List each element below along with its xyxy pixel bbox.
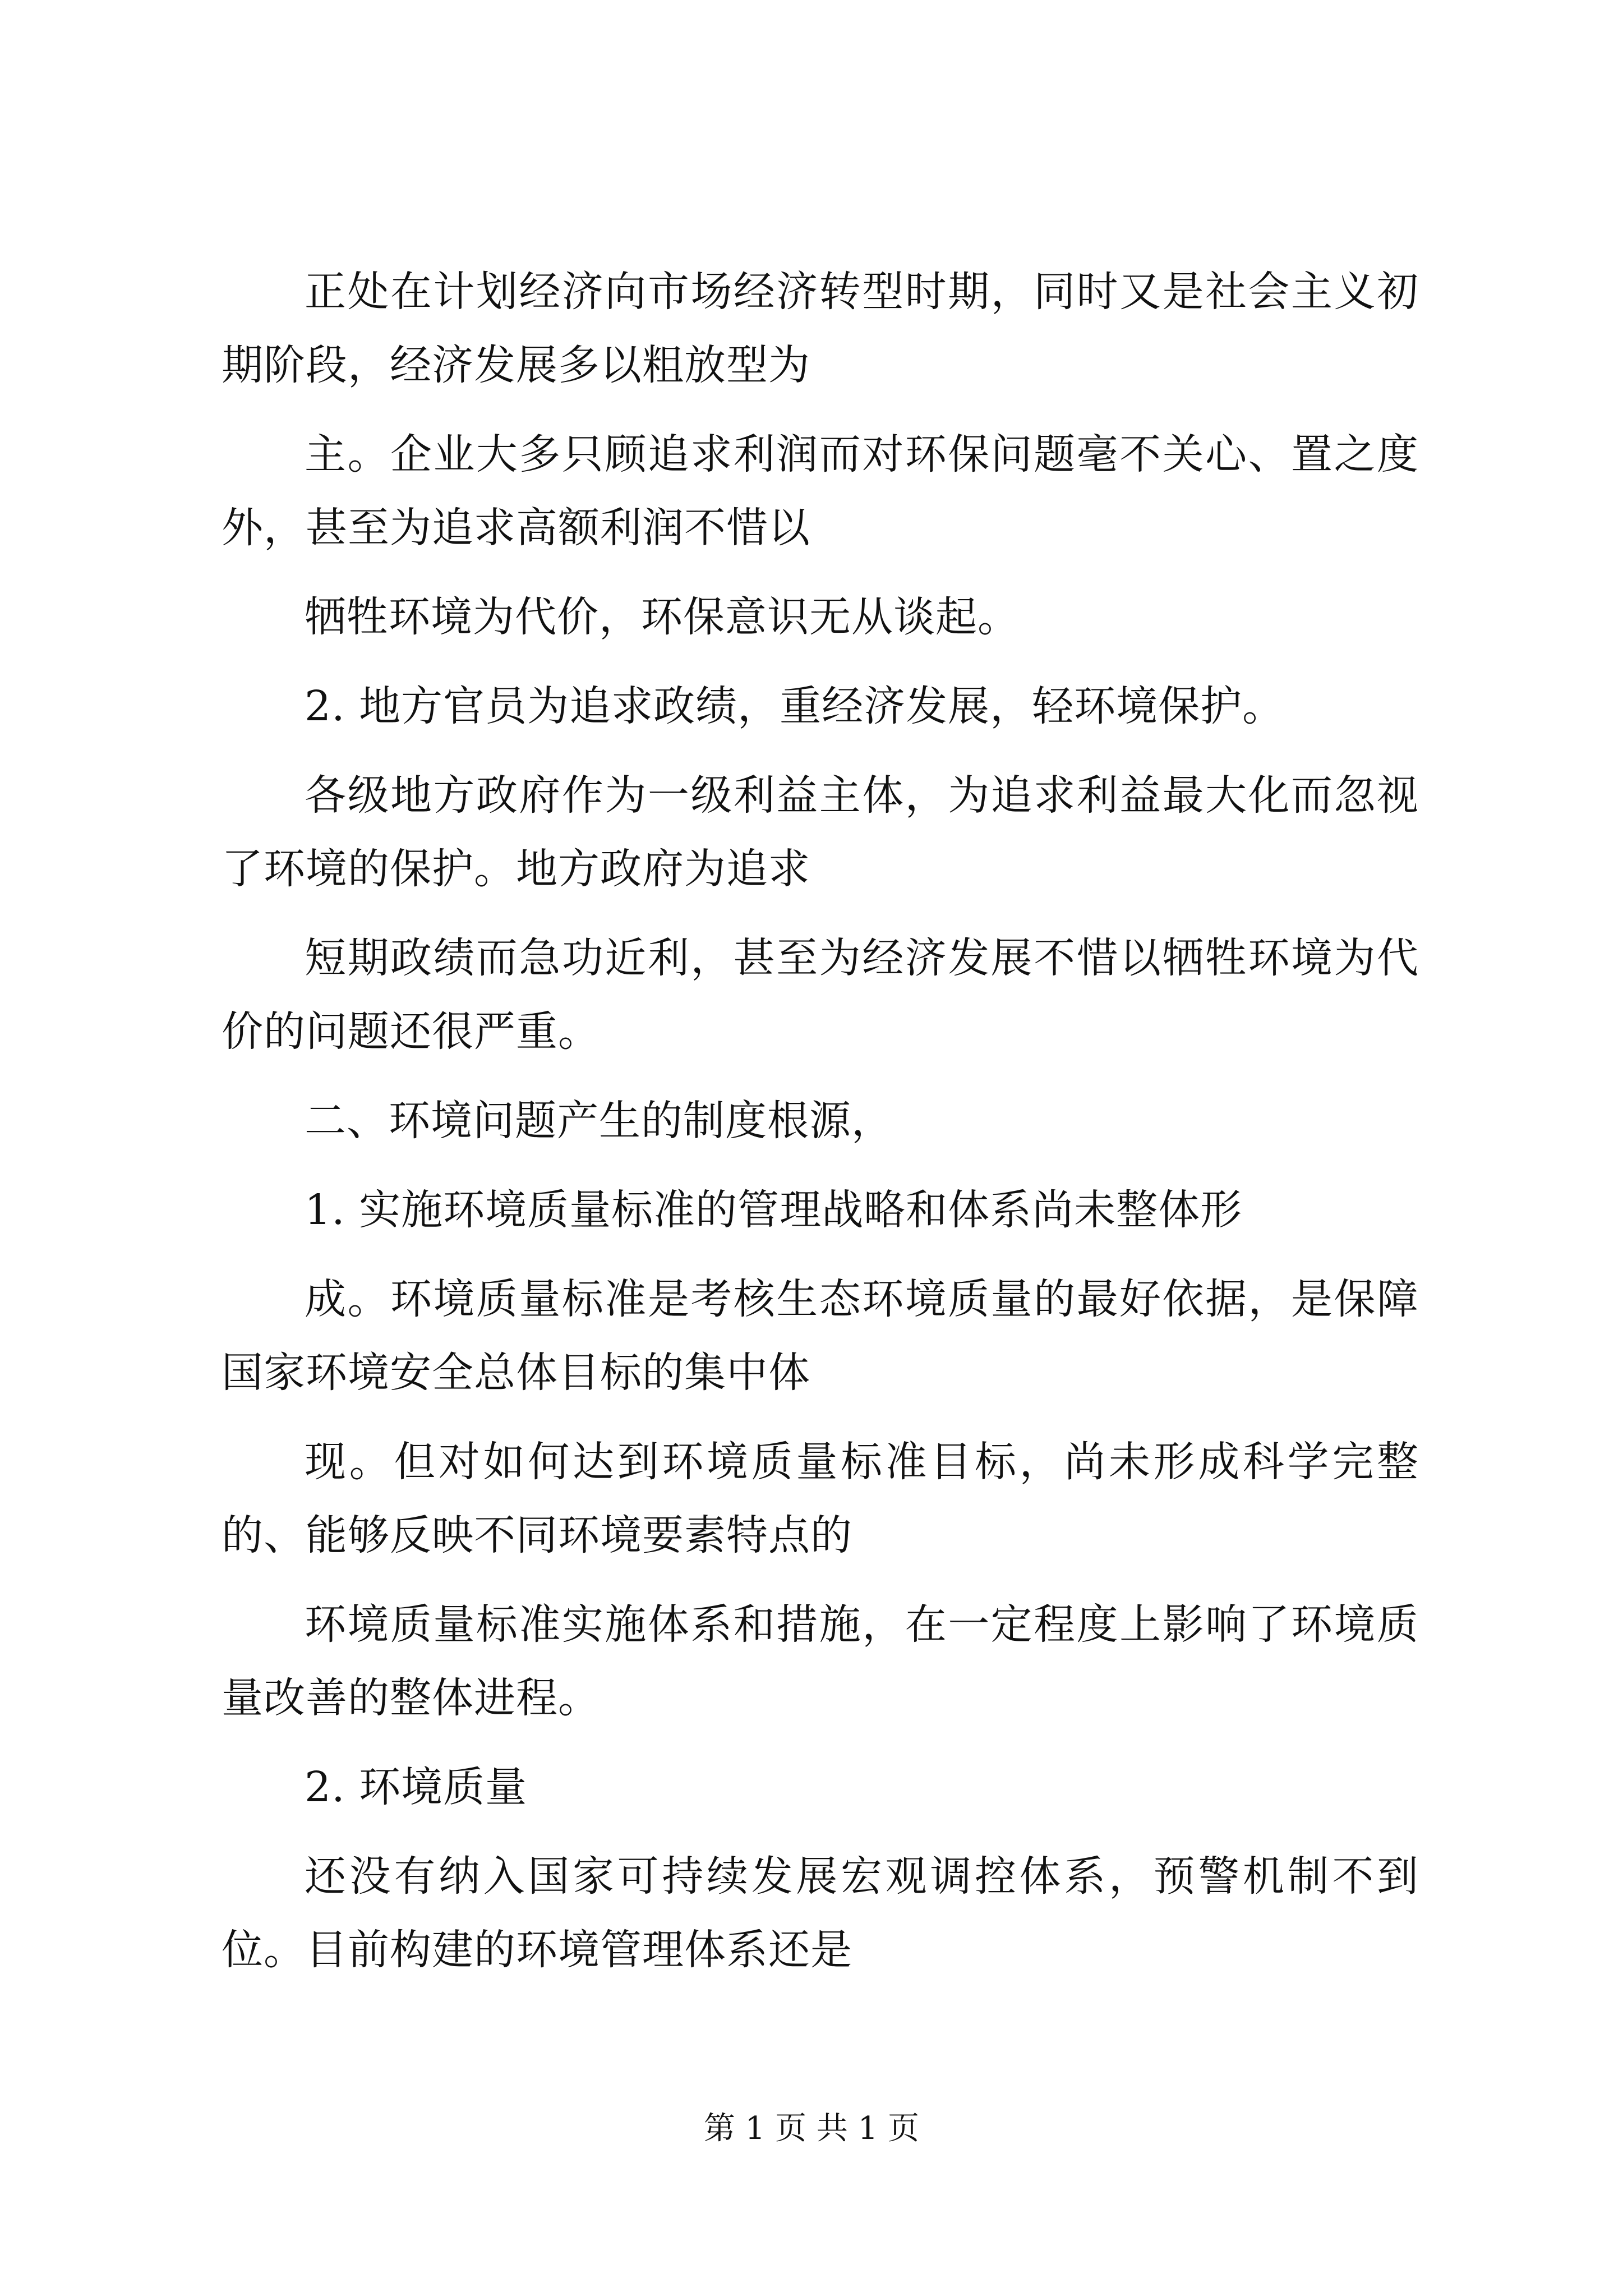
paragraph-12: 2. 环境质量 <box>305 1763 528 1811</box>
paragraph-4: 2. 地方官员为追求政绩，重经济发展，轻环境保护。 <box>305 682 1285 730</box>
paragraph-6: 短期政绩而急功近利，甚至为经济发展不惜以牺牲环境为代价的问题还很严重。 <box>222 934 1419 1056</box>
paragraph-8: 1. 实施环境质量标准的管理战略和体系尚未整体形 <box>305 1186 1243 1234</box>
paragraph-11: 环境质量标准实施体系和措施，在一定程度上影响了环境质量改善的整体进程。 <box>222 1600 1419 1722</box>
paragraph-1: 正处在计划经济向市场经济转型时期，同时又是社会主义初期阶段，经济发展多以粗放型为 <box>222 268 1419 389</box>
page-number-footer: 第 1 页 共 1 页 <box>703 2110 920 2147</box>
paragraph-3: 牺牲环境为代价，环保意识无从谈起。 <box>305 593 1020 641</box>
paragraph-10: 现。但对如何达到环境质量标准目标，尚未形成科学完整的、能够反映不同环境要素特点的 <box>222 1438 1419 1559</box>
paragraph-5: 各级地方政府作为一级利益主体，为追求利益最大化而忽视了环境的保护。地方政府为追求 <box>222 771 1419 893</box>
section-heading: 二、环境问题产生的制度根源， <box>305 1097 893 1145</box>
paragraph-2: 主。企业大多只顾追求利润而对环保问题毫不关心、置之度外，甚至为追求高额利润不惜以 <box>222 430 1419 552</box>
paragraph-9: 成。环境质量标准是考核生态环境质量的最好依据，是保障国家环境安全总体目标的集中体 <box>222 1275 1419 1397</box>
paragraph-13: 还没有纳入国家可持续发展宏观调控体系，预警机制不到位。目前构建的环境管理体系还是 <box>222 1852 1419 1974</box>
document-body <box>222 255 1419 2003</box>
